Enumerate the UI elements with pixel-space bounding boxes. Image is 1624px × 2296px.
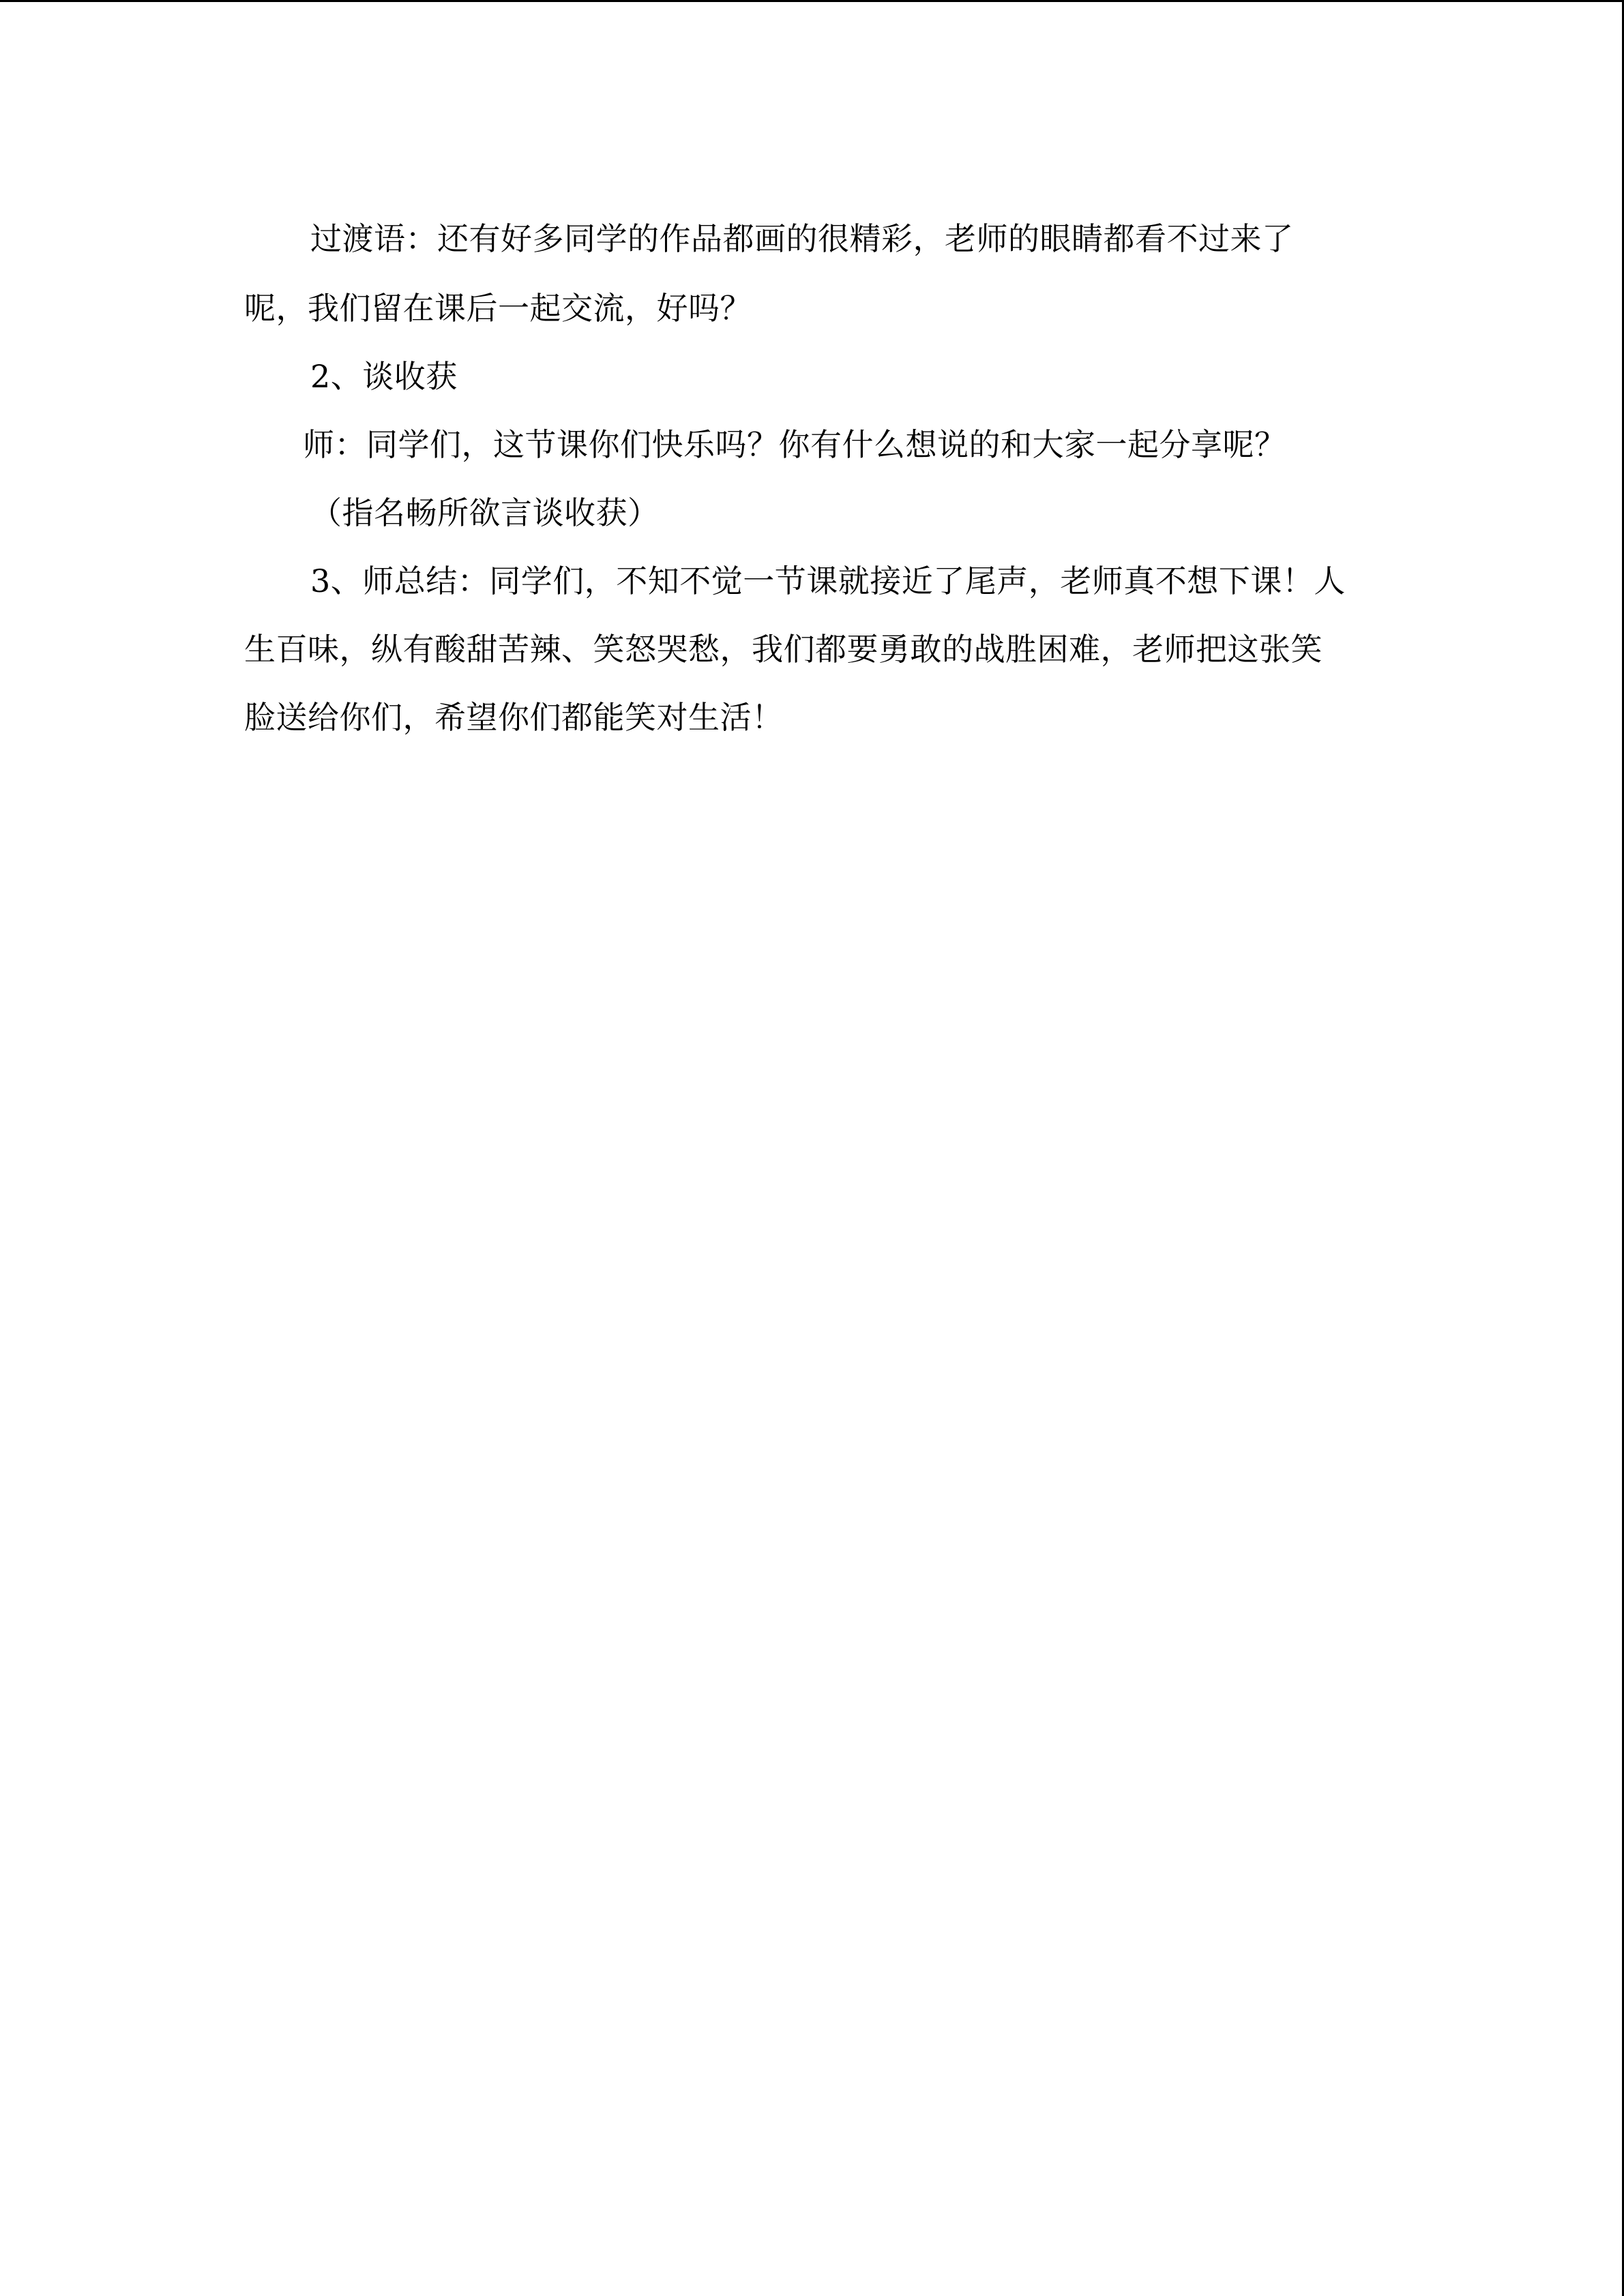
paragraph-note: （指名畅所欲言谈收获）: [310, 494, 660, 531]
paragraph-transition-line-1: 过渡语：还有好多同学的作品都画的很精彩，老师的眼睛都看不过来了: [310, 220, 1294, 257]
section-heading-harvest: 2、谈收获: [310, 358, 458, 395]
paragraph-transition-line-2: 呢，我们留在课后一起交流，好吗？: [244, 290, 752, 327]
paragraph-summary-line-1: 3、师总结：同学们，不知不觉一节课就接近了尾声，老师真不想下课！人: [310, 563, 1346, 599]
paragraph-summary-line-2: 生百味，纵有酸甜苦辣、笑怒哭愁，我们都要勇敢的战胜困难，老师把这张笑: [244, 631, 1323, 668]
paragraph-summary-line-3: 脸送给你们，希望你们都能笑对生活！: [244, 699, 784, 736]
page-top-border: [0, 0, 1624, 2]
paragraph-teacher-question: 师：同学们，这节课你们快乐吗？你有什么想说的和大家一起分享呢？: [303, 426, 1286, 463]
